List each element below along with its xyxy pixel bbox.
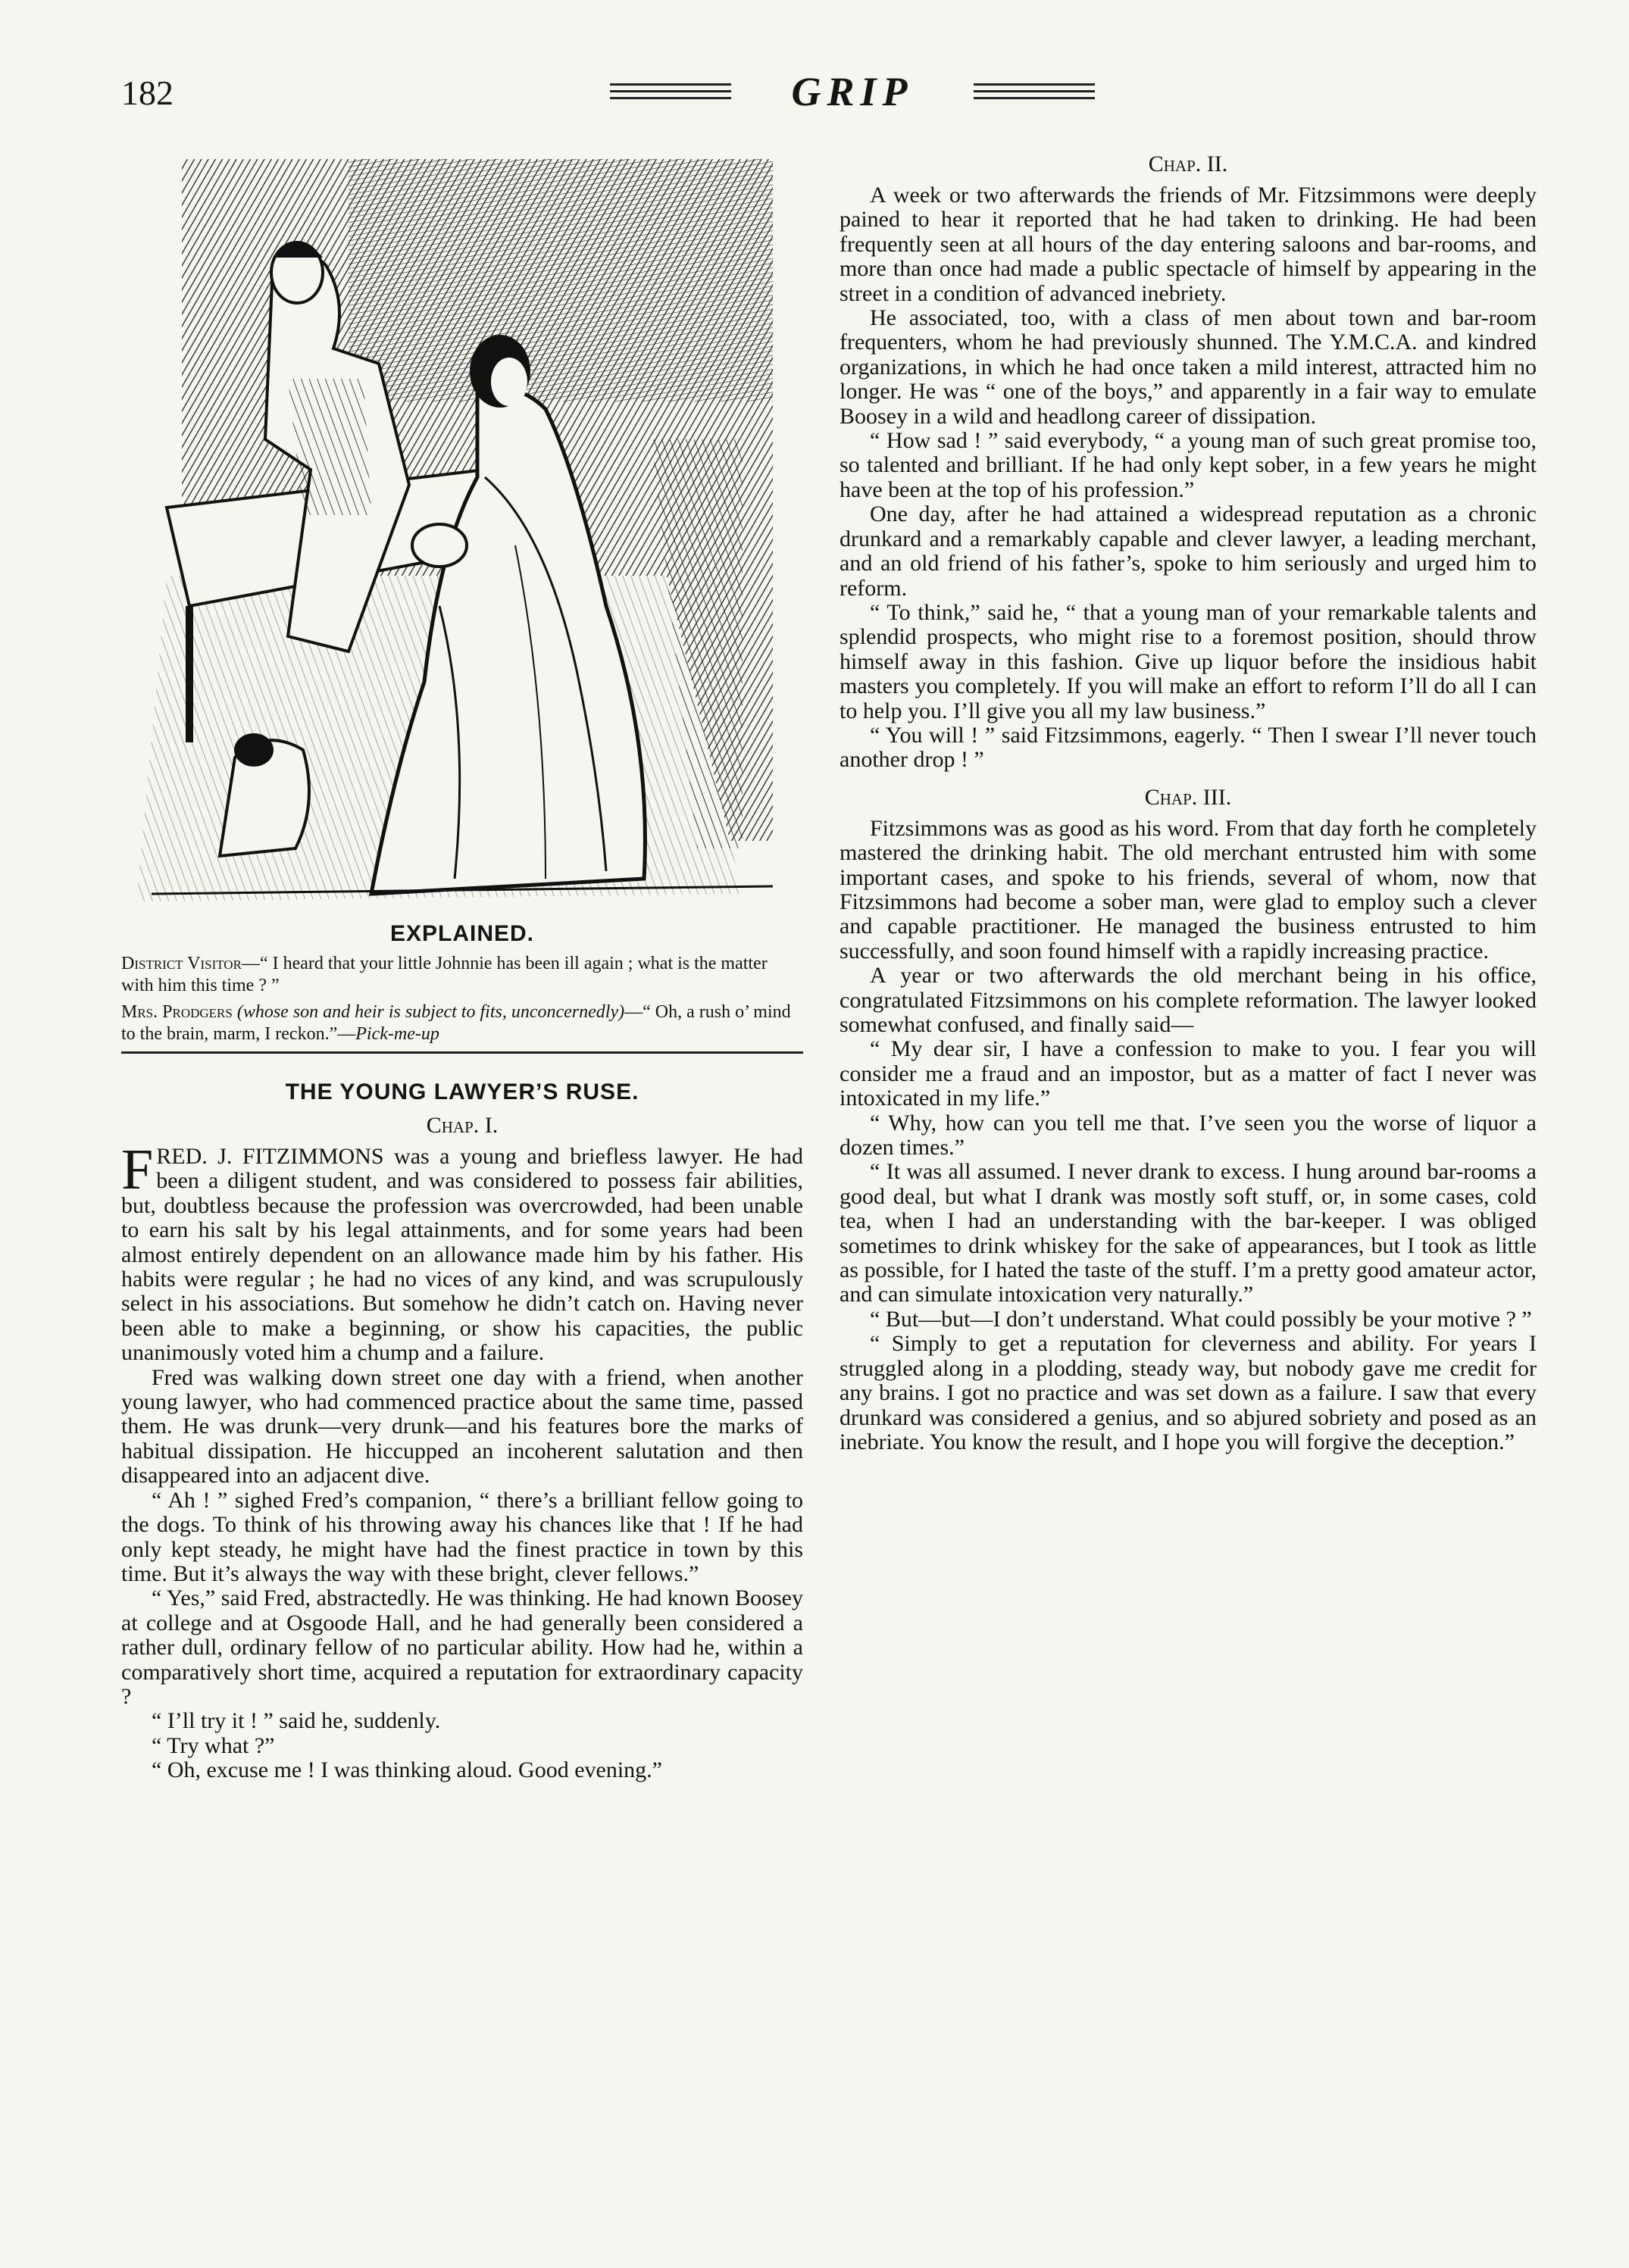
right-column — [840, 152, 1537, 1454]
left-column — [121, 152, 803, 1783]
caption-district-visitor — [121, 953, 803, 997]
section-divider — [121, 1051, 803, 1054]
caption-speaker: District Visitor — [121, 954, 242, 973]
caption-mrs-prodgers — [121, 1001, 803, 1045]
masthead-rule-right — [974, 79, 1095, 109]
paragraph: A week or two afterwards the friends of Mr. Fitzsimmons were deeply pained to hear it reported that he had taken to drinking. He had been frequently seen at all hours of the day entering saloons and bar-rooms, and more than once had made a public spectacle of himself by appearing in the street in a condition of advanced inebriety. — [840, 183, 1537, 306]
page-number: 182 — [121, 73, 174, 112]
paragraph: One day, after he had attained a widespread reputation as a chronic drunkard and a remarkably capable and clever lawyer, a leading merchant, and an old friend of his father’s, spoke to him seriously and urged him to reform. — [840, 501, 1537, 601]
paragraph: “ Ah ! ” sighed Fred’s companion, “ there’s a brilliant fellow going to the dogs. To think of his throwing away his chances like that ! If he had only kept steady, he might have had the finest practice in town by this time. But it’s always the way with these bright, clever fellows.” — [121, 1487, 803, 1586]
chapter-heading: Chap. III. — [1144, 784, 1232, 810]
paragraph: “ Why, how can you tell me that. I’ve seen you the worse of liquor a dozen times.” — [840, 1110, 1537, 1161]
paragraph: “ It was all assumed. I never drank to excess. I hung around bar-rooms a good deal, but what I drank was mostly soft stuff, or, in some cases, cold tea, when I had an understanding with the bar-keeper. I was obliged sometimes to drink whiskey for the sake of appearances, but I took as little as possible, for I hated the taste of the stuff. I’m a pretty good amateur actor, and can simulate intoxication very naturally.” — [840, 1159, 1537, 1307]
paragraph: A year or two afterwards the old merchant being in his office, congratulated Fitzsimmons on his complete reformation. The lawyer looked somewhat confused, and finally said— — [840, 963, 1537, 1037]
paragraph: He associated, too, with a class of men about town and bar-room frequenters, whom he had previously shunned. The Y.M.C.A. and kindred organizations, in which he had once taken a mild interest, attracted him no longer. He was “ one of the boys,” and apparently in a fair way to emulate Boosey in a wild and headlong career of dissipation. — [840, 305, 1537, 429]
paragraph: “ Try what ?” — [152, 1732, 275, 1758]
paragraph: “ You will ! ” said Fitzsimmons, eagerly. “ Then I swear I’ll never touch another drop ! ” — [840, 722, 1537, 773]
paragraph: Fred was walking down street one day with a friend, when another young lawyer, who had commenced practice about the same time, passed them. He was drunk—very drunk—and his features bore the marks of habitual dissipation. He hiccupped an incoherent salutation and then disappeared into an adjacent dive. — [121, 1364, 803, 1489]
masthead — [610, 68, 1095, 117]
caption-source: Pick-me-up — [355, 1024, 439, 1044]
chapter-heading: Chap. II. — [1148, 152, 1228, 177]
caption-quote: —“ I heard that your little Johnnie has been ill again ; what is the matter with him this time ? ” — [121, 954, 768, 995]
paragraph: “ To think,” said he, “ that a young man of your remarkable talents and splendid prospects, who might rise to a foremost position, should throw himself away in this fashion. Give up liquor before the insidious habit masters you completely. If you will make an effort to reform I’ll do all I can to help you. I’ll give you all my law business.” — [840, 599, 1537, 723]
paragraph: “ Yes,” said Fred, abstractedly. He was thinking. He had known Boosey at college and at Osgoode Hall, and he had generally been considered a rather dull, ordinary fellow of no particular ability. How had he, within a comparatively short time, acquired a reputation for extraordinary capacity ? — [121, 1585, 803, 1709]
masthead-rule-left — [610, 79, 731, 109]
illustration-title: EXPLAINED. — [389, 921, 535, 946]
caption-aside: (whose son and heir is subject to fits, unconcernedly) — [236, 1002, 625, 1022]
page-header — [0, 0, 1629, 129]
paragraph: “ How sad ! ” said everybody, “ a young man of such great promise too, so talented and brilliant. If he had only kept sober, in a few years he might have been at the top of his profession.” — [840, 428, 1537, 502]
paragraph — [121, 1138, 803, 1366]
drop-cap: F — [121, 1138, 154, 1201]
masthead-title: GRIP — [791, 69, 914, 114]
paragraph: “ Simply to get a reputation for cleverness and ability. For years I struggled along in a plodding, steady way, but nobody gave me credit for any brains. I got no practice and was set down as a failure. I saw that every drunkard was considered a genius, and so abjured sobriety and posed as an inebriate. You know the result, and I hope you will forgive the deception.” — [840, 1331, 1537, 1454]
paragraph: Fitzsimmons was as good as his word. From that day forth he completely mastered the drinking habit. The old merchant entrusted him with some important cases, and spoke to his friends, several of whom, now that Fitzsimmons had become a sober man, were glad to employ such a clever and capable practitioner. He managed the business entrusted to him successfully, and soon found himself with a rapidly increasing practice. — [840, 815, 1537, 964]
illustration — [121, 152, 803, 918]
caption-speaker: Mrs. Prodgers — [121, 1002, 233, 1022]
chapter-heading: Chap. I. — [426, 1113, 499, 1138]
paragraph: “ But—but—I don’t understand. What could possibly be your motive ? ” — [870, 1306, 1532, 1332]
paragraph: “ Oh, excuse me ! I was thinking aloud. Good evening.” — [152, 1757, 662, 1783]
engraving-of-two-women-in-kitchen-icon — [121, 152, 803, 918]
paragraph: “ My dear sir, I have a confession to make to you. I fear you will consider me a fraud and an impostor, but as a matter of fact I never was intoxicated in my life.” — [840, 1036, 1537, 1111]
article-title: THE YOUNG LAWYER’S RUSE. — [285, 1079, 639, 1104]
caption-quote: —“ Oh, a rush o’ mind to the brain, marm, I reckon.”— — [121, 1002, 791, 1044]
paragraph: “ I’ll try it ! ” said he, suddenly. — [152, 1708, 441, 1734]
paragraph-text: RED. J. FITZIMMONS was a young and briefless lawyer. He had been a diligent student, and was considered to possess fair abilities, but, doubtless because the profession was overcrowded, had been unable to earn his salt by his legal attainments, and for some years had been almost entirely dependent on an allowance made him by his father. His habits were regular ; he had no vices of any kind, and was scrupulously select in his associations. But somehow he didn’t catch on. Having never been able to make a beginning, or show his capacities, the public unanimously voted him a chump and a failure. — [121, 1144, 803, 1366]
